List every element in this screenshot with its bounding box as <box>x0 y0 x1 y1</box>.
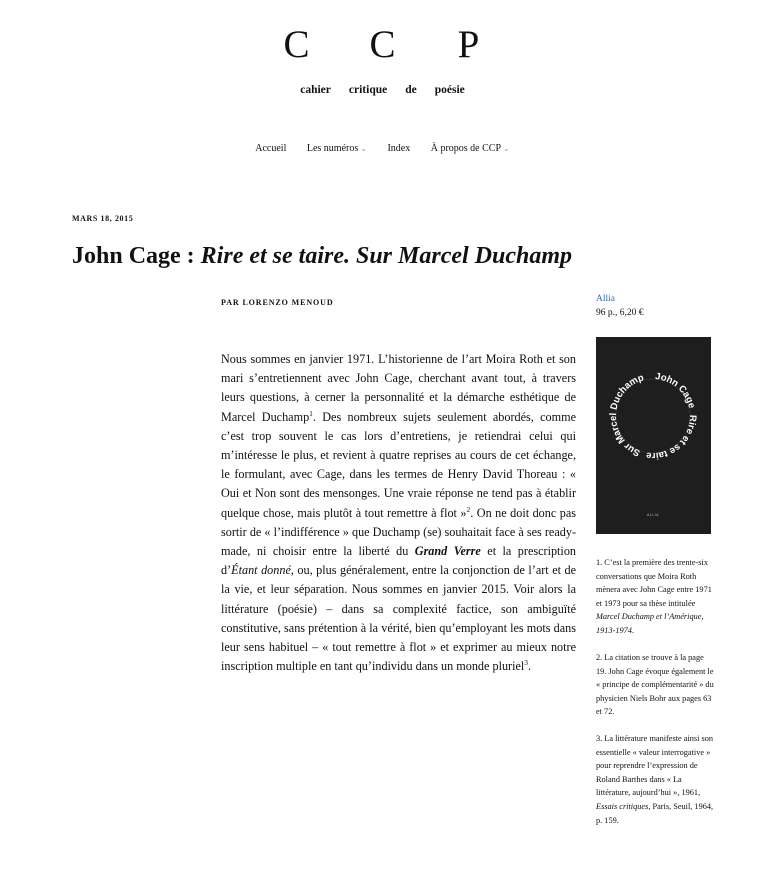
tagline-word: critique <box>348 84 388 96</box>
nav-item-label: À propos de CCP <box>430 143 502 154</box>
footnote-1 <box>596 556 716 638</box>
body-text: . On ne doit donc pas sortir de « l’indifférence » que Duchamp (se) souhaitait face à ses ready-made, ni choisir entre la liberté du <box>221 505 577 559</box>
chevron-down-icon: ⌄ <box>503 144 510 153</box>
tagline-word: poésie <box>434 84 465 96</box>
title-italic: Rire et se taire. Sur Marcel Duchamp <box>200 243 573 269</box>
book-cover-image <box>596 337 711 534</box>
body-text: Nous sommes en janvier 1971. L’historienne de l’art Moira Roth et son mari s’entretiennent avec John Cage, cherchant avant tout, à travers leurs questions, à cerner la personnalité et la démarche esthétique de Marcel Duchamp <box>221 352 576 424</box>
title-prefix: John Cage : <box>72 243 201 269</box>
nav-item-label: Index <box>387 143 411 154</box>
publication-details: 96 p., 6,20 € <box>596 308 644 318</box>
book-cover-art <box>596 337 711 534</box>
logo-letter: P <box>457 23 480 66</box>
nav-item-label: Accueil <box>255 143 287 154</box>
article-title <box>72 240 712 272</box>
logo-letter: C <box>283 23 310 66</box>
note-text: 2. La citation se trouve à la page 19. John Cage évoque également le « principe de complémentarité » du physicien Niels Bohr aux pages 63 et 72. <box>596 653 714 717</box>
note-italic: Marcel Duchamp et l’Amérique, 1913-1974 <box>596 612 704 635</box>
article-author: PAR LORENZO MENOUD <box>221 298 334 307</box>
tagline-word: de <box>405 84 417 96</box>
footnote-ref-3[interactable]: 3 <box>524 658 529 668</box>
footnote-2 <box>596 651 716 719</box>
note-text: , Paris, Seuil, 1964, p. 159. <box>596 801 714 825</box>
nav-item-les-numeros[interactable] <box>307 142 367 156</box>
body-text: . <box>528 659 532 674</box>
note-italic: Essais critiques <box>596 801 649 811</box>
site-logo[interactable] <box>0 22 765 68</box>
body-text: . Des nombreux sujets seulement abordés, comme c’est trop souvent le cas lors d’entretiens, je retiendrai celui qui m’intéresse le plus, et revient à quatre reprises au cours de cet échange, le formulant, avec Cage, dans les termes de Henry David Thoreau : « Oui et Non sont des mensonges. Une vraie réponse ne tend pas à établir quelque chose, mais plutôt à tout remettre à flot » <box>221 409 576 520</box>
cover-title: Rire et se taire <box>645 414 699 462</box>
cover-subject: Sur Marcel Duchamp <box>607 372 646 459</box>
publication-info <box>596 292 644 320</box>
note-text: 3. La littérature manifeste ainsi son essentielle « valeur interrogative » pour reprendre l’expression de Roland Barthes dans « La littérature, aujourd’hui », 1961, <box>596 734 714 798</box>
publisher-link[interactable]: Allia <box>596 294 615 304</box>
footnote-3 <box>596 732 716 827</box>
nav-item-index[interactable] <box>387 142 410 156</box>
note-text: . <box>631 625 635 635</box>
nav-item-accueil[interactable] <box>255 142 286 156</box>
site-tagline <box>0 82 765 98</box>
post-date: MARS 18, 2015 <box>72 214 134 223</box>
footnote-ref-1[interactable]: 1 <box>309 408 313 418</box>
nav-item-a-propos[interactable] <box>431 142 510 156</box>
cover-author: John Cage <box>654 371 698 410</box>
article-body <box>221 350 576 676</box>
footnote-ref-2[interactable]: 2 <box>466 504 471 514</box>
artwork-title: Étant donné <box>231 563 291 578</box>
cover-ring-text <box>608 371 698 461</box>
body-text: , ou, plus généralement, entre la conjonction de l’art et de la vie, et leur séparation. Nous sommes en janvier 2015. Voir alors la littérature (poésie) – dans sa complexité factice, son ambiguïté constitutive, sans prétention à la vérité, bien qu’employant les mots dans leur sens habituel – « tout remettre à flot » et exprimer au mieux notre inscription multiple en tant qu’individu dans un monde pluriel <box>221 563 576 674</box>
tagline-word: cahier <box>300 84 331 96</box>
main-nav <box>0 142 765 156</box>
nav-item-label: Les numéros <box>306 143 359 154</box>
body-text: et la prescription d’ <box>221 544 577 578</box>
note-text: 1. C’est la première des trente-six conversations que Moira Roth mènera avec John Cage entre 1971 et 1973 pour sa thèse intitulée <box>596 558 712 608</box>
artwork-title: Grand Verre <box>414 544 481 559</box>
cover-publisher-mark: ALLIA <box>646 513 660 517</box>
logo-letter: C <box>369 23 396 66</box>
chevron-down-icon: ⌄ <box>360 144 367 153</box>
